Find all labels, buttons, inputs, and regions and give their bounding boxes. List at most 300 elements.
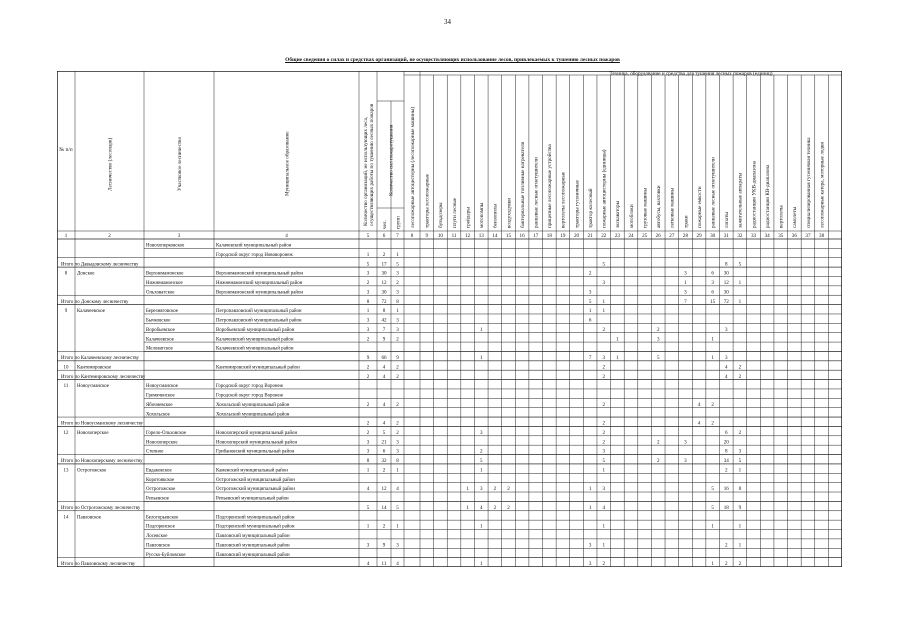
municipality-name: Калачеевский муниципальный район (216, 346, 294, 352)
total-row-label: Итого по Павловскому лесничеству (61, 562, 136, 567)
cell-value: 21 (381, 439, 387, 446)
municipality-name: Кантемировский муниципальный район (216, 365, 300, 371)
cell-value: 2 (382, 251, 386, 258)
column-number: 14 (492, 233, 498, 239)
header-equipment-12: вертолеты лесопожарные (560, 171, 567, 228)
municipality-name: Грибановский муниципальный район (216, 449, 295, 455)
cell-value: 3 (602, 486, 606, 493)
column-number: 5 (366, 233, 370, 239)
cell-value: 5 (602, 261, 606, 268)
cell-value: 1 (738, 280, 742, 287)
column-number: 34 (764, 233, 770, 239)
cell-value: 2 (396, 280, 399, 287)
cell-value: 4 (366, 486, 370, 493)
cell-value: 72 (723, 298, 729, 305)
header-equipment-24: лопаты (724, 212, 731, 228)
cell-value: 6 (711, 289, 714, 296)
column-number: 22 (601, 233, 607, 239)
cell-value: 2 (366, 336, 370, 343)
cell-value: 1 (602, 298, 606, 305)
cell-value: 3 (602, 355, 606, 362)
cell-value: 2 (656, 458, 660, 465)
cell-value: 2 (396, 420, 399, 427)
column-number: 28 (682, 233, 688, 239)
district-name: Коротоякское (146, 477, 175, 483)
municipality-name: Павловский муниципальный район (216, 552, 290, 558)
cell-value: 32 (381, 458, 387, 465)
column-number: 36 (791, 233, 797, 239)
column-number: 3 (177, 233, 181, 239)
header-equipment-31: лесопожарные катера, моторные лодки (819, 141, 826, 228)
row-number: 9 (64, 309, 68, 315)
cell-value: 4 (697, 420, 701, 427)
district-name: Новохоперковское (146, 243, 185, 249)
header-number: № п/п (59, 147, 73, 153)
cell-value: 8 (725, 448, 728, 455)
municipality-name: Нижнемамонский муниципальный район (216, 281, 303, 287)
forestry-name: Кантемировское (77, 365, 112, 371)
cell-value: 4 (725, 373, 728, 380)
cell-value: 4 (479, 504, 483, 511)
header-equipment-19: автобусы, вахтовки (656, 185, 663, 228)
cell-value: 30 (381, 289, 387, 296)
cell-value: 2 (396, 430, 399, 436)
cell-value: 3 (588, 289, 592, 296)
cell-value: 2 (366, 373, 370, 380)
cell-value: 2 (656, 326, 660, 333)
cell-value: 4 (396, 486, 399, 493)
cell-value: 1 (466, 504, 469, 511)
row-number: 8 (64, 271, 68, 277)
header-equipment-16: экскаваторы (615, 200, 622, 228)
cell-value: 1 (479, 561, 483, 567)
cell-value: 1 (602, 542, 606, 549)
cell-value: 2 (382, 523, 386, 530)
cell-value: 12 (381, 280, 387, 287)
cell-value: 4 (382, 373, 386, 380)
cell-value: 72 (381, 298, 387, 305)
column-number: 2 (108, 233, 111, 239)
header-equipment-26: радиостанции УКВ-диапазона (751, 160, 758, 228)
cell-value: 2 (738, 373, 742, 380)
cell-value: 4 (382, 401, 386, 408)
cell-value: 12 (723, 280, 729, 287)
total-row-label: Итого по Калачеевскому лесничеству (61, 356, 139, 362)
cell-value: 2 (366, 280, 370, 287)
cell-value: 3 (366, 270, 370, 277)
cell-value: 3 (396, 448, 399, 455)
cell-value: 5 (738, 458, 742, 465)
header-equipment-15: пожарные автоцистерны (единицы) (601, 149, 608, 228)
cell-value: 1 (684, 280, 687, 287)
cell-value: 42 (381, 317, 387, 324)
cell-value: 5 (396, 504, 399, 511)
header-municipality: Муниципальное образование (284, 131, 291, 196)
header-equipment-2: тракторы лесопожарные (424, 173, 431, 228)
cell-value: 3 (396, 270, 399, 277)
cell-value: 5 (366, 261, 370, 268)
cell-value: 2 (602, 373, 606, 380)
column-number: 38 (819, 233, 825, 239)
cell-value: 8 (366, 458, 370, 465)
column-number: 4 (285, 233, 288, 239)
municipality-name: Новохоперский муниципальный район (216, 431, 298, 436)
column-number: 25 (642, 233, 648, 239)
cell-value: 1 (711, 523, 714, 530)
cell-value: 1 (588, 504, 592, 511)
cell-value: 4 (382, 420, 386, 427)
cell-value: 2 (725, 467, 728, 474)
header-equipment-17: мотоблоки (628, 204, 635, 228)
column-number: 27 (669, 233, 675, 239)
row-number: 11 (63, 384, 69, 390)
header-equipment-10: ранцевые лесные огнетушители (533, 157, 540, 228)
cell-value: 4 (382, 364, 386, 371)
column-number: 37 (805, 233, 811, 239)
header-equipment-11: прицепные лесопожарные устройства (547, 144, 554, 228)
cell-value: 18 (723, 504, 729, 511)
cell-value: 3 (366, 289, 370, 296)
cell-value: 1 (711, 336, 714, 343)
municipality-name: Хохольский муниципальный район (216, 402, 290, 408)
header-equipment-5: грейдеры (465, 207, 472, 228)
cell-value: 2 (602, 326, 606, 333)
column-number: 24 (628, 233, 634, 239)
cell-value: 5 (382, 430, 386, 436)
column-number: 11 (451, 233, 457, 239)
header-equipment-4: плуги лесные (451, 197, 458, 228)
district-name: Гремяченское (146, 393, 175, 399)
forestry-name: Новохоперское (77, 431, 109, 436)
column-number: 31 (723, 233, 729, 239)
district-name: Хохольское (146, 412, 170, 418)
cell-value: 3 (479, 430, 483, 436)
column-number: 13 (478, 233, 484, 239)
cell-value: 7 (684, 298, 687, 305)
header-equipment-group: Техника, оборудование и средства для тушения лесных пожаров (единиц) (609, 71, 773, 78)
cell-value: 2 (493, 504, 497, 511)
cell-value: 7 (588, 355, 592, 362)
cell-value: 2 (602, 439, 606, 446)
column-number: 33 (750, 233, 757, 239)
row-number: 12 (63, 431, 69, 436)
cell-value: 2 (602, 420, 606, 427)
district-name: Евдаковское (146, 468, 172, 474)
cell-value: 3 (366, 317, 370, 324)
cell-value: 1 (602, 523, 606, 530)
cell-value: 6 (725, 430, 728, 436)
header-equipment-13: тракторы гусеничные (574, 180, 581, 228)
municipality-name: Верхнемамонский муниципальный район (216, 271, 304, 277)
cell-value: 5 (366, 504, 370, 511)
column-number: 6 (382, 233, 386, 239)
header-equipment-3: бульдозеры (438, 202, 445, 228)
cell-value: 11 (381, 561, 387, 567)
cell-value: 3 (738, 448, 742, 455)
header-district: Участковое лесничество (176, 136, 183, 191)
cell-value: 8 (382, 308, 386, 315)
header-equipment-30: специализированная гусеничная техника (805, 137, 812, 228)
municipality-name: Воробьевский муниципальный район (216, 327, 295, 333)
cell-value: 3 (396, 317, 399, 324)
municipality-name: Павловский муниципальный район (216, 543, 290, 549)
municipality-name: Калачеевский муниципальный район (216, 337, 294, 343)
cell-value: 30 (723, 289, 729, 296)
municipality-name: Петропавловский муниципальный район (216, 318, 302, 324)
cell-value: 1 (588, 486, 592, 493)
cell-value: 1 (602, 467, 606, 474)
municipality-name: Городской округ город Нововоронеж (216, 252, 293, 258)
cell-value: 4 (366, 561, 370, 567)
cell-value: 3 (396, 542, 399, 549)
cell-value: 2 (725, 542, 728, 549)
cell-value: 34 (723, 458, 729, 465)
total-row-label: Итого по Новоусманскому лесничеству (61, 421, 144, 427)
cell-value: 2 (602, 561, 606, 567)
cell-value: 14 (381, 504, 387, 511)
cell-value: 1 (738, 523, 742, 530)
cell-value: 9 (738, 504, 742, 511)
cell-value: 2 (711, 401, 714, 408)
cell-value: 1 (366, 251, 370, 258)
header-groups: групп (395, 216, 402, 229)
cell-value: 2 (588, 270, 592, 277)
district-name: Репьевское (146, 496, 170, 502)
cell-value: 4 (602, 504, 606, 511)
cell-value: 2 (366, 430, 370, 436)
total-row-label: Итого по Кантемировскому лесничеству (61, 374, 146, 380)
column-number: 30 (710, 233, 716, 239)
cell-value: 1 (602, 308, 606, 315)
cell-value: 3 (725, 355, 728, 362)
municipality-name: Павловский муниципальный район (216, 534, 290, 540)
district-name: Березняговское (146, 309, 179, 315)
cell-value: 3 (366, 439, 370, 446)
district-name: Русско-Буйловское (146, 552, 186, 558)
cell-value: 1 (396, 467, 399, 474)
header-forces: Количество сил пожаротушения (388, 124, 395, 196)
header-equipment-25: зажигательные аппараты (737, 173, 744, 228)
district-name: Воробьевское (146, 327, 175, 333)
cell-value: 6 (382, 448, 386, 455)
column-number: 9 (425, 233, 429, 239)
municipality-name: Каменский муниципальный район (216, 468, 288, 474)
cell-value: 1 (479, 523, 483, 530)
cell-value: 3 (366, 448, 370, 455)
municipality-name: Острогожский муниципальный район (216, 477, 295, 483)
column-number: 29 (696, 233, 702, 239)
cell-value: 1 (738, 542, 742, 549)
cell-value: 3 (684, 458, 687, 465)
cell-value: 2 (396, 401, 399, 408)
district-name: Новоусманское (146, 384, 178, 390)
table-grid (57, 71, 842, 567)
cell-value: 5 (479, 458, 483, 465)
cell-value: 3 (396, 326, 399, 333)
header-equipment-27: радиостанции КВ-диапазона (764, 164, 771, 228)
column-number: 16 (519, 233, 525, 239)
row-number: 10 (63, 365, 69, 371)
header-equipment-1: лесопожарные автоцистерны (лесопожарные машины) (409, 106, 416, 228)
cell-value: 15 (710, 298, 716, 305)
cell-value: 1 (711, 561, 714, 567)
district-name: Верхнемамонское (146, 271, 184, 277)
cell-value: 8 (396, 458, 399, 465)
header-forestry: Лесничество (лесопарк) (107, 137, 114, 191)
cell-value: 12 (381, 486, 387, 493)
page-number: 34 (444, 18, 451, 26)
cell-value: 2 (711, 420, 714, 427)
header-equipment-18: грузовые машины (642, 188, 649, 228)
municipality-name: Верхнемамонский муниципальный район (216, 290, 304, 296)
column-number: 7 (396, 233, 399, 239)
cell-value: 4 (396, 561, 399, 567)
forestry-name: Новоусманское (77, 384, 109, 390)
header-equipment-22: пожарные емкости (696, 186, 703, 228)
header-equipment-29: самолеты (792, 206, 799, 228)
cell-value: 8 (366, 298, 370, 305)
row-number: 14 (63, 515, 69, 521)
cell-value: 2 (507, 486, 510, 493)
municipality-name: Новохоперский муниципальный район (216, 440, 298, 446)
cell-value: 1 (396, 523, 399, 530)
cell-value: 5 (711, 486, 714, 493)
total-row-label: Итого по Донскому лесничеству (61, 299, 129, 305)
cell-value: 9 (382, 336, 386, 343)
cell-value: 5 (588, 298, 592, 305)
cell-value: 9 (396, 355, 399, 362)
header-equipment-23: ранцевые лесные огнетушители (710, 157, 717, 228)
cell-value: 2 (656, 439, 660, 446)
cell-value: 3 (602, 448, 606, 455)
cell-value: 8 (738, 486, 742, 493)
cell-value: 2 (366, 401, 370, 408)
column-number: 18 (546, 233, 552, 239)
forestry-name: Донское (77, 271, 95, 277)
column-number: 1 (64, 233, 68, 239)
header-orgs-line2: осуществляющих работы по тушению лесных пожаров (368, 103, 375, 226)
district-name: Нижнемамонское (146, 281, 183, 287)
cell-value: 30 (381, 270, 387, 277)
forestry-name: Острогожское (77, 468, 107, 474)
cell-value: 1 (396, 308, 399, 315)
column-number: 32 (737, 233, 743, 239)
cell-value: 8 (396, 298, 399, 305)
cell-value: 9 (382, 542, 386, 549)
cell-value: 3 (396, 289, 399, 296)
cell-value: 2 (725, 561, 728, 567)
district-name: Степное (146, 449, 164, 455)
cell-value: 3 (725, 326, 728, 333)
cell-value: 3 (479, 486, 483, 493)
cell-value: 3 (588, 542, 592, 549)
total-row-label: Итого по Новохоперскому лесничеству (61, 459, 143, 465)
cell-value: 2 (602, 430, 606, 436)
cell-value: 9 (366, 355, 370, 362)
cell-value: 3 (684, 439, 687, 446)
cell-value: 2 (396, 364, 399, 371)
cell-value: 3 (366, 542, 370, 549)
cell-value: 7 (382, 326, 386, 333)
cell-value: 2 (396, 373, 399, 380)
total-row-label: Итого по Острогожскому лесничеству (61, 505, 141, 511)
cell-value: 2 (382, 467, 386, 474)
cell-value: 5 (396, 261, 399, 268)
cell-value: 66 (381, 355, 387, 362)
document-title: Общие сведения о силах и средствах организаций, не осуществляющих использование лесов, привлекаемых к тушению лесных пожаров (285, 57, 620, 63)
cell-value: 1 (396, 251, 399, 258)
header-equipment-9: бактериальные топливные нагреватели (519, 141, 526, 228)
municipality-name: Острогожский муниципальный район (216, 487, 295, 493)
total-row-label: Итого по Давыдовскому лесничеству (61, 262, 139, 268)
column-number: 12 (465, 233, 471, 239)
cell-value: 16 (723, 486, 729, 493)
district-name: Ябочневское (146, 402, 173, 408)
cell-value: 20 (723, 439, 729, 446)
cell-value: 2 (366, 420, 370, 427)
column-number: 15 (505, 233, 512, 239)
municipality-name: Подгоренский муниципальный район (216, 515, 295, 521)
cell-value: 2 (602, 364, 606, 371)
column-number: 35 (778, 233, 784, 239)
cell-value: 2 (366, 364, 370, 371)
district-name: Бычковское (146, 318, 171, 324)
cell-value: 6 (711, 270, 714, 277)
cell-value: 1 (479, 326, 483, 333)
municipality-name: Репьевский муниципальный район (216, 496, 289, 502)
cell-value: 2 (396, 336, 399, 343)
cell-value: 1 (616, 336, 619, 343)
cell-value: 1 (711, 355, 714, 362)
cell-value: 6 (588, 317, 592, 324)
header-orgs-line1: Количество организаций, не использующих леса, (362, 116, 369, 226)
municipality-name: Петропавловский муниципальный район (216, 309, 302, 315)
column-number: 19 (560, 233, 566, 239)
district-name: Меловатское (146, 346, 173, 352)
cell-value: 1 (466, 486, 469, 493)
cell-value: 1 (366, 523, 370, 530)
cell-value: 3 (366, 326, 370, 333)
cell-value: 1 (588, 308, 592, 315)
cell-value: 1 (738, 298, 742, 305)
cell-value: 17 (381, 261, 387, 268)
header-equipment-20: легковые машины (669, 188, 676, 228)
header-equipment-6: мотопомпы (479, 202, 486, 228)
header-equipment-14: трактор колесный (587, 188, 594, 228)
cell-value: 5 (711, 504, 714, 511)
district-name: Острогожское (146, 487, 176, 493)
header-equipment-21: траки (683, 215, 690, 228)
cell-value: 2 (479, 448, 483, 455)
table-frame (57, 71, 841, 566)
cell-value: 3 (656, 336, 660, 343)
column-number: 10 (437, 233, 443, 239)
cell-value: 2 (507, 504, 510, 511)
cell-value: 2 (738, 561, 742, 567)
cell-value: 3 (711, 280, 714, 287)
column-number: 20 (574, 233, 580, 239)
cell-value: 2 (738, 430, 742, 436)
district-name: Горело-Ольховское (146, 431, 187, 436)
cell-value: 3 (684, 270, 687, 277)
header-people: чел. (381, 220, 388, 229)
cell-value: 1 (366, 308, 370, 315)
cell-value: 1 (366, 467, 370, 474)
district-name: Подгоренское (146, 524, 175, 530)
forestry-name: Павловское (77, 515, 102, 521)
municipality-name: Калачевский муниципальный район (216, 243, 292, 249)
district-name: Ольховатское (146, 290, 175, 296)
